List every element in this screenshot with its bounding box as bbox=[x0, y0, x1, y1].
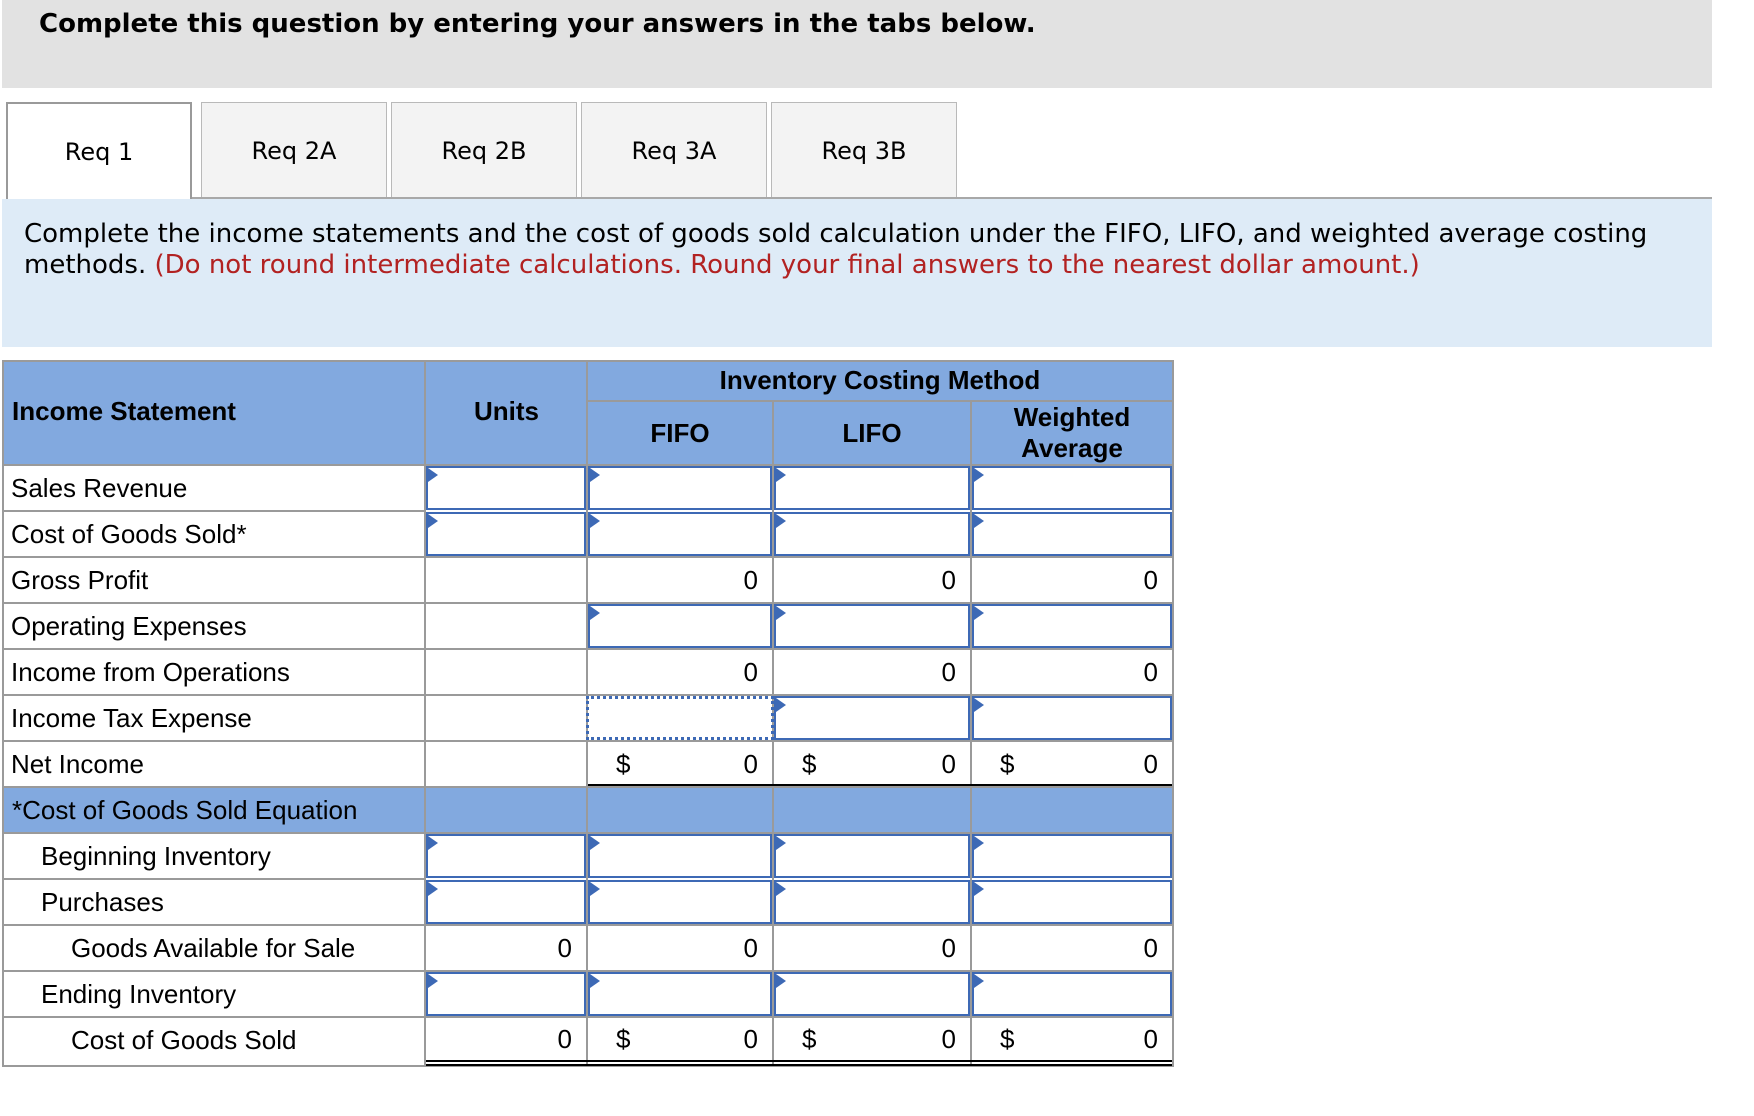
purchases-lifo-input[interactable] bbox=[774, 880, 970, 924]
net-income-lifo-value: 0 bbox=[941, 748, 956, 779]
cost-of-goods-sold-weighted bbox=[972, 1018, 1172, 1060]
header-weighted-line1: Weighted bbox=[1013, 402, 1131, 432]
header-fifo: FIFO bbox=[650, 418, 710, 448]
instructions-text: Complete the income statements and the cost of goods sold calculation under the FIFO, LIFO, and weighted average costing methods. bbox=[24, 219, 1648, 280]
header-group-cell bbox=[588, 362, 1172, 400]
goods-available-units: 0 bbox=[557, 932, 572, 963]
net-income-lifo bbox=[774, 742, 970, 786]
beginning-inventory-lifo-field[interactable] bbox=[776, 836, 968, 876]
cogs-lifo-field[interactable] bbox=[776, 514, 968, 554]
cost-of-goods-sold-fifo bbox=[588, 1018, 772, 1060]
net-income-weighted-value: 0 bbox=[1143, 748, 1158, 779]
row-label-income-from-operations: Income from Operations bbox=[11, 656, 290, 687]
goods-available-lifo: 0 bbox=[941, 932, 956, 963]
row-divider bbox=[2, 786, 1174, 788]
net-income-weighted bbox=[972, 742, 1172, 786]
income-tax-fifo-focus-outline[interactable] bbox=[586, 696, 774, 740]
header-fifo-cell bbox=[588, 402, 772, 464]
purchases-fifo-field[interactable] bbox=[590, 882, 770, 922]
row-label-goods-available: Goods Available for Sale bbox=[71, 932, 356, 963]
beginning-inventory-weighted-field[interactable] bbox=[974, 836, 1170, 876]
cogs-fifo-field[interactable] bbox=[590, 514, 770, 554]
purchases-weighted-input[interactable] bbox=[972, 880, 1172, 924]
sales-revenue-weighted-input[interactable] bbox=[972, 466, 1172, 510]
income-statement-table bbox=[2, 360, 1174, 1067]
header-income-statement-cell bbox=[4, 362, 424, 464]
header-units-cell bbox=[426, 362, 586, 464]
cogs-double-underline-2 bbox=[426, 1064, 1172, 1066]
header-inventory-costing-method: Inventory Costing Method bbox=[719, 365, 1041, 395]
income-from-operations-fifo: 0 bbox=[743, 656, 758, 687]
dollar-sign: $ bbox=[616, 748, 631, 779]
sales-revenue-fifo-field[interactable] bbox=[590, 468, 770, 508]
cogs-lifo-input[interactable] bbox=[774, 512, 970, 556]
row-label-income-tax-expense: Income Tax Expense bbox=[11, 702, 252, 733]
row-label-cost-of-goods-sold: Cost of Goods Sold bbox=[71, 1024, 297, 1055]
row-divider bbox=[2, 878, 426, 880]
cost-of-goods-sold-weighted-value: 0 bbox=[1143, 1023, 1158, 1054]
row-label-sales-revenue: Sales Revenue bbox=[11, 472, 188, 503]
ending-inventory-weighted-input[interactable] bbox=[972, 972, 1172, 1016]
cost-of-goods-sold-lifo-value: 0 bbox=[941, 1023, 956, 1054]
beginning-inventory-fifo-input[interactable] bbox=[588, 834, 772, 878]
row-divider bbox=[2, 510, 426, 512]
sales-revenue-lifo-input[interactable] bbox=[774, 466, 970, 510]
purchases-units-input[interactable] bbox=[426, 880, 586, 924]
beginning-inventory-fifo-field[interactable] bbox=[590, 836, 770, 876]
row-label-cogs: Cost of Goods Sold* bbox=[11, 518, 247, 549]
goods-available-weighted: 0 bbox=[1143, 932, 1158, 963]
dollar-sign: $ bbox=[802, 748, 817, 779]
operating-expenses-weighted-input[interactable] bbox=[972, 604, 1172, 648]
header-weighted-average bbox=[972, 402, 1172, 464]
sales-revenue-units-input[interactable] bbox=[426, 466, 586, 510]
operating-expenses-lifo-field[interactable] bbox=[776, 606, 968, 646]
dollar-sign: $ bbox=[1000, 1023, 1015, 1054]
header-income-statement: Income Statement bbox=[12, 396, 236, 426]
row-label-purchases: Purchases bbox=[41, 886, 164, 917]
tab-req-2a[interactable]: Req 2A bbox=[201, 102, 387, 198]
instructions-banner bbox=[2, 0, 1712, 88]
header-units: Units bbox=[474, 396, 539, 426]
cogs-equation-label: *Cost of Goods Sold Equation bbox=[12, 794, 358, 825]
ending-inventory-fifo-input[interactable] bbox=[588, 972, 772, 1016]
operating-expenses-weighted-field[interactable] bbox=[974, 606, 1170, 646]
sales-revenue-units-field[interactable] bbox=[428, 468, 584, 508]
income-from-operations-weighted: 0 bbox=[1143, 656, 1158, 687]
tab-req-3a[interactable]: Req 3A bbox=[581, 102, 767, 198]
ending-inventory-units-field[interactable] bbox=[428, 974, 584, 1014]
cogs-units-input[interactable] bbox=[426, 512, 586, 556]
cogs-fifo-input[interactable] bbox=[588, 512, 772, 556]
header-divider bbox=[586, 400, 1174, 402]
cogs-weighted-field[interactable] bbox=[974, 514, 1170, 554]
ending-inventory-fifo-field[interactable] bbox=[590, 974, 770, 1014]
beginning-inventory-units-input[interactable] bbox=[426, 834, 586, 878]
cogs-units-field[interactable] bbox=[428, 514, 584, 554]
cost-of-goods-sold-lifo bbox=[774, 1018, 970, 1060]
purchases-weighted-field[interactable] bbox=[974, 882, 1170, 922]
ending-inventory-lifo-input[interactable] bbox=[774, 972, 970, 1016]
ending-inventory-lifo-field[interactable] bbox=[776, 974, 968, 1014]
gross-profit-lifo: 0 bbox=[941, 564, 956, 595]
operating-expenses-fifo-field[interactable] bbox=[590, 606, 770, 646]
instructions-note: (Do not round intermediate calculations. Round your final answers to the nearest dollar amount.) bbox=[154, 250, 1420, 280]
operating-expenses-fifo-input[interactable] bbox=[588, 604, 772, 648]
cost-of-goods-sold-units: 0 bbox=[557, 1023, 572, 1054]
income-from-operations-lifo: 0 bbox=[941, 656, 956, 687]
header-weighted-line2: Average bbox=[1021, 433, 1123, 463]
purchases-fifo-input[interactable] bbox=[588, 880, 772, 924]
beginning-inventory-lifo-input[interactable] bbox=[774, 834, 970, 878]
goods-available-fifo: 0 bbox=[743, 932, 758, 963]
dollar-sign: $ bbox=[802, 1023, 817, 1054]
instructions-panel bbox=[2, 199, 1712, 347]
row-label-operating-expenses: Operating Expenses bbox=[11, 610, 247, 641]
row-label-beginning-inventory: Beginning Inventory bbox=[41, 840, 271, 871]
dollar-sign: $ bbox=[1000, 748, 1015, 779]
sales-revenue-lifo-field[interactable] bbox=[776, 468, 968, 508]
net-income-fifo bbox=[588, 742, 772, 786]
cogs-weighted-input[interactable] bbox=[972, 512, 1172, 556]
income-tax-weighted-input[interactable] bbox=[972, 696, 1172, 740]
purchases-lifo-field[interactable] bbox=[776, 882, 968, 922]
net-income-fifo-value: 0 bbox=[743, 748, 758, 779]
row-label-net-income: Net Income bbox=[11, 748, 144, 779]
cogs-double-underline-1 bbox=[426, 1060, 1172, 1062]
row-label-ending-inventory: Ending Inventory bbox=[41, 978, 237, 1009]
income-tax-weighted-field[interactable] bbox=[974, 698, 1170, 738]
banner-title: Complete this question by entering your answers in the tabs below. bbox=[39, 9, 1036, 39]
header-lifo-cell bbox=[774, 402, 970, 464]
purchases-units-field[interactable] bbox=[428, 882, 584, 922]
gross-profit-weighted: 0 bbox=[1143, 564, 1158, 595]
sales-revenue-weighted-field[interactable] bbox=[974, 468, 1170, 508]
beginning-inventory-weighted-input[interactable] bbox=[972, 834, 1172, 878]
cost-of-goods-sold-fifo-value: 0 bbox=[743, 1023, 758, 1054]
operating-expenses-lifo-input[interactable] bbox=[774, 604, 970, 648]
ending-inventory-units-input[interactable] bbox=[426, 972, 586, 1016]
income-tax-lifo-field[interactable] bbox=[776, 698, 968, 738]
tab-req-2b[interactable]: Req 2B bbox=[391, 102, 577, 198]
dollar-sign: $ bbox=[616, 1023, 631, 1054]
tab-req-3b[interactable]: Req 3B bbox=[771, 102, 957, 198]
row-label-gross-profit: Gross Profit bbox=[11, 564, 149, 595]
sales-revenue-fifo-input[interactable] bbox=[588, 466, 772, 510]
ending-inventory-weighted-field[interactable] bbox=[974, 974, 1170, 1014]
header-lifo: LIFO bbox=[842, 418, 902, 448]
gross-profit-fifo: 0 bbox=[743, 564, 758, 595]
cogs-equation-row bbox=[4, 788, 1172, 832]
income-tax-lifo-input[interactable] bbox=[774, 696, 970, 740]
tab-req-1[interactable]: Req 1 bbox=[6, 102, 192, 200]
beginning-inventory-units-field[interactable] bbox=[428, 836, 584, 876]
header-weighted-average-cell bbox=[972, 402, 1172, 464]
